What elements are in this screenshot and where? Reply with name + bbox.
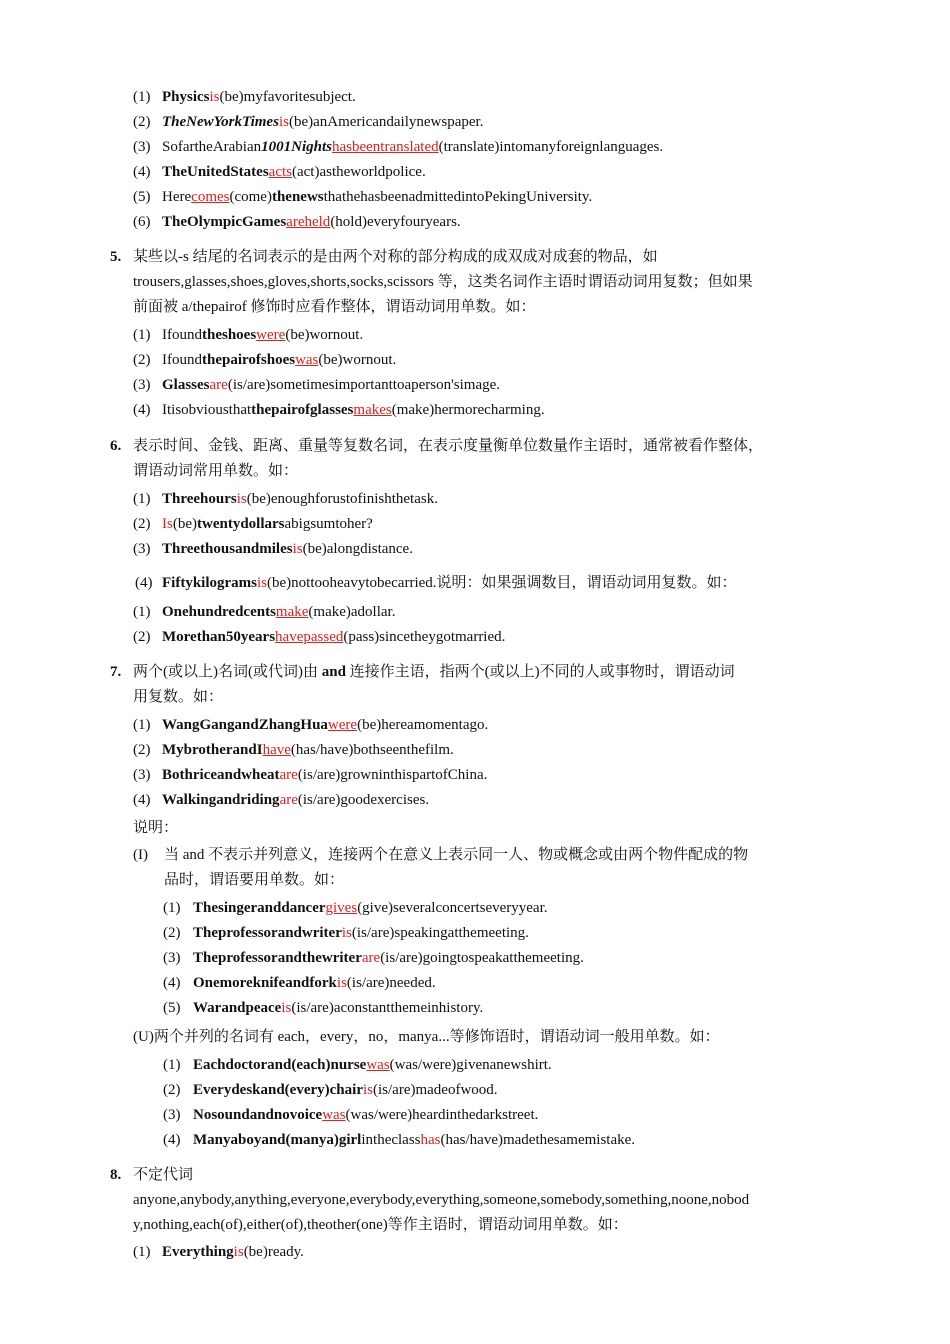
- item-number: (1): [133, 717, 151, 733]
- answer-verb: has: [420, 1132, 441, 1148]
- example-sentence: [162, 1242, 304, 1262]
- example-sentence: [162, 514, 373, 534]
- text-segment: anyone,anybody,anything,everyone,everybody,everything,someone,somebody,something,noone,nobod: [133, 1192, 750, 1208]
- text-segment: SofartheArabian: [162, 139, 262, 155]
- item-number: (1): [133, 89, 151, 105]
- text-segment: (be)alongdistance.: [302, 541, 413, 557]
- subject-phrase: Bothriceandwheat: [162, 767, 280, 783]
- text-segment: 谓语动词常用单数。如：: [133, 463, 299, 479]
- text-segment: 表示时间、金钱、距离、重量等复数名词，在表示度量衡单位数量作主语时，通常被看作整体，: [133, 438, 764, 454]
- text-segment: (has/have)bothseenthefilm.: [290, 742, 454, 758]
- item-number: (4): [163, 1132, 181, 1148]
- answer-verb: makes: [353, 402, 392, 418]
- text-line: [133, 1027, 720, 1047]
- item-number: (3): [163, 1107, 181, 1123]
- item-number: (1): [163, 900, 181, 916]
- text-segment: (has/have)madethesamemistake.: [440, 1132, 636, 1148]
- answer-verb: are: [279, 767, 298, 783]
- text-line: [133, 297, 535, 317]
- example-sentence: [164, 845, 748, 865]
- text-segment: trousers,glasses,shoes,gloves,shorts,socks,scissors 等，这类名词作主语时谓语动词用复数；但如果: [133, 274, 753, 290]
- answer-verb: is: [236, 491, 247, 507]
- answer-verb: hasbeentranslated: [332, 139, 439, 155]
- answer-verb: was: [295, 352, 319, 368]
- example-sentence: [193, 1055, 552, 1075]
- answer-verb: is: [362, 1082, 373, 1098]
- text-segment: (is/are)goodexercises.: [297, 792, 430, 808]
- item-number: (4): [135, 575, 153, 591]
- text-line: [133, 1190, 749, 1210]
- text-segment: Ifound: [162, 327, 202, 343]
- item-number: (2): [133, 352, 151, 368]
- text-segment: Ifound: [162, 352, 202, 368]
- subject-phrase: twentydollars: [197, 516, 285, 532]
- answer-verb: is: [257, 575, 268, 591]
- subject-phrase: WangGangandZhangHua: [162, 717, 328, 733]
- text-segment: (act)astheworldpolice.: [292, 164, 426, 180]
- example-sentence: [193, 998, 483, 1018]
- text-segment: (make)adollar.: [308, 604, 396, 620]
- example-sentence: [162, 740, 454, 760]
- subject-phrase: Physics: [162, 89, 210, 105]
- item-number: (2): [133, 629, 151, 645]
- subject-phrase: Fiftykilograms: [162, 575, 257, 591]
- text-segment: (U)两个并列的名词有 each，every，no，manya...等修饰语时，谓语动词一般用单数。如：: [133, 1029, 720, 1045]
- example-sentence: [162, 627, 505, 647]
- example-sentence: [162, 375, 500, 395]
- text-segment: (be): [172, 516, 197, 532]
- answer-verb: have: [262, 742, 291, 758]
- item-number: (2): [163, 925, 181, 941]
- answer-verb: acts: [268, 164, 292, 180]
- text-segment: (was/were)givenanewshirt.: [389, 1057, 552, 1073]
- text-segment: thathehasbeenadmittedintoPekingUniversity.: [323, 189, 593, 205]
- answer-verb: is: [278, 114, 289, 130]
- text-segment: 用复数。如：: [133, 689, 224, 705]
- section-heading-line: [133, 247, 658, 267]
- text-segment: (be)hereamomentago.: [357, 717, 489, 733]
- item-number: (5): [163, 1000, 181, 1016]
- example-sentence: [162, 112, 483, 132]
- text-line: [133, 272, 753, 292]
- answer-verb: is: [233, 1244, 244, 1260]
- example-sentence: [162, 489, 438, 509]
- example-sentence: [162, 325, 363, 345]
- subject-phrase: thenews: [271, 189, 324, 205]
- subject-phrase: Onehundredcents: [162, 604, 276, 620]
- subject-phrase: TheOlympicGames: [162, 214, 287, 230]
- text-segment: intheclass: [361, 1132, 421, 1148]
- subject-phrase: thepairofglasses: [251, 402, 354, 418]
- example-sentence: [162, 212, 461, 232]
- subject-phrase: Onemoreknifeandfork: [193, 975, 337, 991]
- item-number: (1): [133, 604, 151, 620]
- example-sentence: [193, 948, 584, 968]
- subject-phrase: 1001Nights: [261, 139, 332, 155]
- subject-phrase: Threethousandmiles: [162, 541, 293, 557]
- subject-phrase: Theprofessorandthewriter: [193, 950, 362, 966]
- answer-verb: comes: [191, 189, 230, 205]
- text-segment: 前面被 a/thepairof 修饰时应看作整体，谓语动词用单数。如：: [133, 299, 536, 315]
- text-line: [133, 687, 223, 707]
- item-number: (2): [133, 114, 151, 130]
- example-sentence: [162, 162, 426, 182]
- text-segment: (be)ready.: [243, 1244, 304, 1260]
- subject-phrase: Everydeskand(every)chair: [193, 1082, 363, 1098]
- item-number: (3): [163, 950, 181, 966]
- example-sentence: [162, 187, 592, 207]
- answer-verb: is: [341, 925, 352, 941]
- subject-phrase: Manyaboyand(manya)girl: [193, 1132, 362, 1148]
- text-segment: 不定代词: [133, 1167, 194, 1183]
- example-sentence: [162, 137, 663, 157]
- item-number: (4): [133, 402, 151, 418]
- text-segment: (be)anAmericandailynewspaper.: [288, 114, 484, 130]
- text-segment: (was/were)heardinthedarkstreet.: [345, 1107, 539, 1123]
- text-line: [133, 818, 178, 838]
- example-sentence: [193, 1080, 498, 1100]
- example-sentence: [193, 923, 529, 943]
- item-number: (1): [133, 327, 151, 343]
- subject-phrase: Walkingandriding: [162, 792, 280, 808]
- text-line: [133, 1215, 628, 1235]
- text-segment: (be)wornout.: [285, 327, 364, 343]
- answer-verb: is: [292, 541, 303, 557]
- text-segment: (translate)intomanyforeignlanguages.: [438, 139, 664, 155]
- text-segment: 当 and 不表示并列意义，连接两个在意义上表示同一人、物或概念或由两个物件配成的物: [164, 847, 749, 863]
- item-number: (6): [133, 214, 151, 230]
- subject-phrase: TheNewYorkTimes: [162, 114, 279, 130]
- text-segment: 两个(或以上)名词(或代词)由: [133, 664, 322, 680]
- text-segment: 说明：: [133, 820, 179, 836]
- item-number: (3): [133, 377, 151, 393]
- section-heading-line: [133, 1165, 193, 1185]
- subject-phrase: and: [321, 664, 346, 680]
- subject-phrase: Everything: [162, 1244, 234, 1260]
- subject-phrase: theshoes: [202, 327, 257, 343]
- text-segment: (pass)sincetheygotmarried.: [343, 629, 506, 645]
- answer-verb: are: [279, 792, 298, 808]
- answer-verb: are: [209, 377, 228, 393]
- answer-verb: is: [209, 89, 220, 105]
- answer-verb: is: [281, 1000, 292, 1016]
- item-number: (3): [133, 139, 151, 155]
- item-number: (5): [133, 189, 151, 205]
- answer-verb: havepassed: [275, 629, 344, 645]
- subject-phrase: thepairofshoes: [202, 352, 296, 368]
- item-number: (4): [163, 975, 181, 991]
- text-segment: y,nothing,each(of),either(of),theother(one)等作主语时，谓语动词用单数。如：: [133, 1217, 628, 1233]
- text-segment: (be)myfavoritesubject.: [219, 89, 356, 105]
- example-sentence: [162, 400, 545, 420]
- item-number: (1): [133, 491, 151, 507]
- example-sentence: [162, 765, 487, 785]
- item-number: (1): [163, 1057, 181, 1073]
- answer-verb: is: [336, 975, 347, 991]
- answer-verb: was: [366, 1057, 390, 1073]
- text-segment: (be)wornout.: [318, 352, 397, 368]
- text-segment: Itisobviousthat: [162, 402, 252, 418]
- answer-verb: Is: [162, 516, 173, 532]
- text-segment: abigsumtoher?: [284, 516, 373, 532]
- text-segment: (is/are)needed.: [346, 975, 436, 991]
- item-number: (I): [133, 847, 148, 863]
- item-number: (3): [133, 767, 151, 783]
- answer-verb: areheld: [286, 214, 331, 230]
- subject-phrase: Threehours: [162, 491, 237, 507]
- text-segment: (is/are)goingtospeakatthemeeting.: [380, 950, 584, 966]
- example-sentence: [162, 715, 488, 735]
- text-segment: (be)nottooheavytobecarried.说明：如果强调数目，谓语动词用复数。如：: [267, 575, 737, 591]
- item-number: (2): [133, 742, 151, 758]
- text-segment: 某些以-s 结尾的名词表示的是由两个对称的部分构成的成双成对成套的物品，如: [133, 249, 658, 265]
- text-segment: (is/are)speakingatthemeeting.: [351, 925, 529, 941]
- item-number: (2): [163, 1082, 181, 1098]
- text-segment: (be)enoughforustofinishthetask.: [246, 491, 438, 507]
- example-sentence: [162, 790, 429, 810]
- subject-phrase: Morethan50years: [162, 629, 276, 645]
- example-sentence: [193, 898, 548, 918]
- example-sentence: [162, 87, 356, 107]
- text-segment: (hold)everyfouryears.: [330, 214, 461, 230]
- example-sentence: [193, 973, 436, 993]
- answer-verb: were: [327, 717, 358, 733]
- item-number: (4): [133, 164, 151, 180]
- example-sentence: [162, 350, 396, 370]
- text-segment: (is/are)madeofwood.: [373, 1082, 498, 1098]
- section-number: 7.: [110, 664, 122, 680]
- subject-phrase: Thesingeranddancer: [193, 900, 326, 916]
- answer-verb: gives: [325, 900, 358, 916]
- subject-phrase: Nosoundandnovoice: [193, 1107, 323, 1123]
- text-line: [133, 461, 298, 481]
- example-sentence: [193, 1130, 635, 1150]
- text-segment: (come): [229, 189, 272, 205]
- text-segment: (is/are)aconstantthemeinhistory.: [291, 1000, 484, 1016]
- subject-phrase: Theprofessorandwriter: [193, 925, 342, 941]
- section-number: 5.: [110, 249, 122, 265]
- subject-phrase: MybrotherandI: [162, 742, 263, 758]
- item-number: (1): [133, 1244, 151, 1260]
- answer-verb: are: [361, 950, 381, 966]
- section-heading-line: [133, 436, 763, 456]
- item-number: (2): [133, 516, 151, 532]
- example-sentence: [162, 573, 737, 593]
- text-segment: Here: [162, 189, 192, 205]
- text-segment: (is/are)sometimesimportanttoaperson'simage.: [227, 377, 501, 393]
- section-number: 6.: [110, 438, 122, 454]
- example-sentence: [162, 602, 395, 622]
- text-segment: (is/are)growninthispartofChina.: [297, 767, 488, 783]
- item-number: (4): [133, 792, 151, 808]
- answer-verb: was: [322, 1107, 346, 1123]
- example-sentence: [162, 539, 413, 559]
- section-heading-line: [133, 662, 735, 682]
- subject-phrase: TheUnitedStates: [162, 164, 269, 180]
- item-number: (3): [133, 541, 151, 557]
- answer-verb: make: [275, 604, 309, 620]
- answer-verb: were: [256, 327, 286, 343]
- text-segment: (make)hermorecharming.: [391, 402, 545, 418]
- section-number: 8.: [110, 1167, 122, 1183]
- text-segment: 连接作主语，指两个(或以上)不同的人或事物时，谓语动词: [345, 664, 735, 680]
- text-segment: (give)severalconcertseveryyear.: [357, 900, 548, 916]
- text-line: [164, 870, 344, 890]
- subject-phrase: Warandpeace: [193, 1000, 282, 1016]
- subject-phrase: Eachdoctorand(each)nurse: [193, 1057, 367, 1073]
- subject-phrase: Glasses: [162, 377, 210, 393]
- text-segment: 品时，谓语要用单数。如：: [164, 872, 345, 888]
- example-sentence: [193, 1105, 538, 1125]
